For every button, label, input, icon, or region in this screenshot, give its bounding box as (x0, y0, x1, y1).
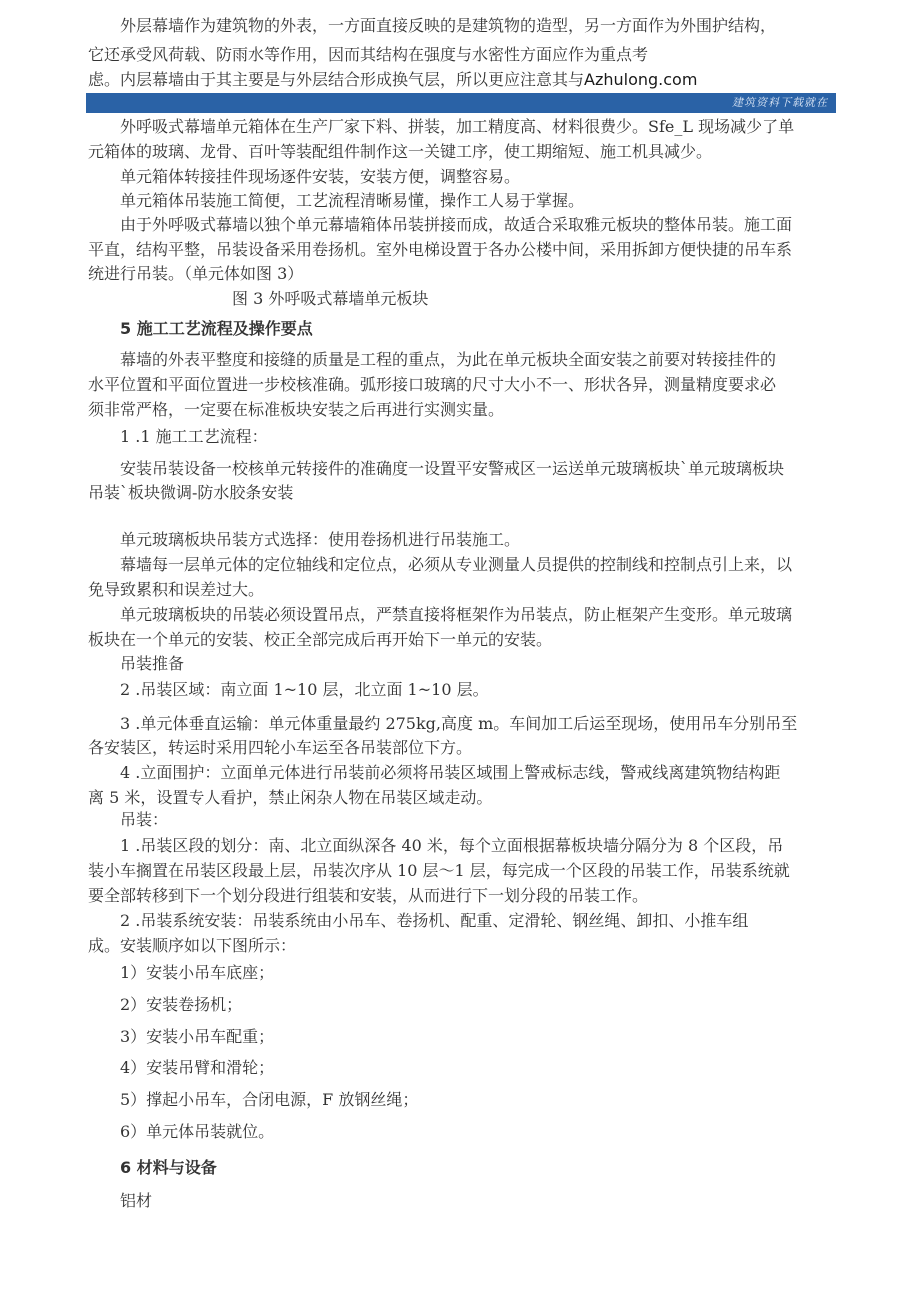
list-item: 3 .单元体垂直运输：单元体重量最约 275kg,高度 m。车间加工后运至现场，使用吊车分别吊至 (120, 714, 798, 733)
section-heading: 5 施工工艺流程及操作要点 (120, 319, 313, 338)
list-item: 2 .吊装系统安装：吊装系统由小吊车、卷扬机、配重、定滑轮、钢丝绳、卸扣、小推车组 (120, 911, 749, 930)
list-item: 各安装区，转运时采用四轮小车运至各吊装部位下方。 (88, 738, 473, 757)
subsection-heading: 1 .1 施工工艺流程： (120, 427, 268, 446)
step-item: 1）安装小吊车底座； (120, 963, 275, 982)
paragraph-line: 单元玻璃板块的吊装必须设置吊点，严禁直接将框架作为吊装点，防止框架产生变形。单元玻璃 (120, 605, 793, 624)
step-item: 3）安装小吊车配重； (120, 1027, 275, 1046)
paragraph-line: 单元箱体吊装施工简便，工艺流程清晰易懂，操作工人易于掌握。 (120, 191, 585, 210)
site-banner (86, 93, 836, 113)
flow-line: 安装吊装设备一校核单元转接件的准确度一设置平安警戒区一运送单元玻璃板块`单元玻璃板块 (120, 459, 785, 478)
paragraph-line: 铝材 (120, 1191, 153, 1210)
step-item: 6）单元体吊装就位。 (120, 1122, 275, 1141)
list-item: 装小车搁置在吊装区段最上层，吊装次序从 10 层～1 层，每完成一个区段的吊装工作，吊装系统就 (88, 861, 790, 880)
brand-link[interactable]: Azhulong.com (584, 70, 698, 89)
paragraph-line: 平直，结构平整，吊装设备采用卷扬机。室外电梯设置于各办公楼中间，采用拆卸方便快捷的吊车系 (88, 240, 793, 259)
list-item: 2 .吊装区域：南立面 1~10 层，北立面 1~10 层。 (120, 680, 489, 699)
paragraph-line: 单元箱体转接挂件现场逐件安装，安装方便，调整容易。 (120, 167, 521, 186)
list-item: 4 .立面围护：立面单元体进行吊装前必须将吊装区域围上警戒标志线，警戒线离建筑物结构距 (120, 763, 781, 782)
subsection-label: 吊装： (120, 810, 169, 829)
paragraph-line: 统进行吊装。（单元体如图 3） (88, 264, 304, 283)
figure-caption: 图 3 外呼吸式幕墙单元板块 (232, 289, 429, 308)
subsection-label: 吊装推备 (120, 654, 185, 673)
step-item: 5）撑起小吊车，合闭电源，F 放钢丝绳； (120, 1090, 419, 1109)
paragraph-line: 单元玻璃板块吊装方式选择：使用卷扬机进行吊装施工。 (120, 530, 521, 549)
list-item: 成。安装顺序如以下图所示： (88, 936, 297, 955)
list-item: 1 .吊装区段的划分：南、北立面纵深各 40 米，每个立面根据幕板块墙分隔分为 8 个区段，吊 (120, 836, 784, 855)
paragraph-line: 板块在一个单元的安装、校正全部完成后再开始下一单元的安装。 (88, 630, 553, 649)
list-item: 离 5 米，设置专人看护，禁止闲杂人物在吊装区域走动。 (88, 788, 493, 807)
step-item: 4）安装吊臂和滑轮； (120, 1058, 275, 1077)
paragraph-line: 须非常严格，一定要在标准板块安装之后再进行实测实量。 (88, 400, 505, 419)
banner-text: 建筑资料下载就在 (732, 96, 828, 109)
flow-line: 吊装`板块微调-防水胶条安装 (88, 483, 294, 502)
intro-line (88, 70, 697, 90)
paragraph-line: 幕墙的外表平整度和接缝的质量是工程的重点，为此在单元板块全面安装之前要对转接挂件的 (120, 350, 777, 369)
section-heading: 6 材料与设备 (120, 1158, 217, 1177)
paragraph-line: 由于外呼吸式幕墙以独个单元幕墙箱体吊装拼接而成，故适合采取雅元板块的整体吊装。施工面 (120, 215, 793, 234)
paragraph-line: 元箱体的玻璃、龙骨、百叶等装配组件制作这一关键工序，使工期缩短、施工机具减少。 (88, 142, 713, 161)
paragraph-line: 水平位置和平面位置进一步校核准确。弧形接口玻璃的尺寸大小不一、形状各异，测量精度要求必 (88, 375, 777, 394)
paragraph-line: 外呼吸式幕墙单元箱体在生产厂家下料、拼装，加工精度高、材料很费少。Sfe_L 现场减少了单 (120, 117, 795, 136)
paragraph-line: 免导致累积和误差过大。 (88, 580, 265, 599)
intro-line: 它还承受风荷载、防雨水等作用，因而其结构在强度与水密性方面应作为重点考 (88, 45, 649, 64)
step-item: 2）安装卷扬机； (120, 995, 243, 1014)
intro-line: 外层幕墙作为建筑物的外表，一方面直接反映的是建筑物的造型，另一方面作为外围护结构， (120, 16, 777, 35)
list-item: 要全部转移到下一个划分段进行组装和安装，从而进行下一划分段的吊装工作。 (88, 886, 649, 905)
paragraph-line: 幕墙每一层单元体的定位轴线和定位点，必须从专业测量人员提供的控制线和控制点引上来，以 (120, 555, 793, 574)
intro-text: 虑。内层幕墙由于其主要是与外层结合形成换气层，所以更应注意其与 (88, 70, 585, 89)
